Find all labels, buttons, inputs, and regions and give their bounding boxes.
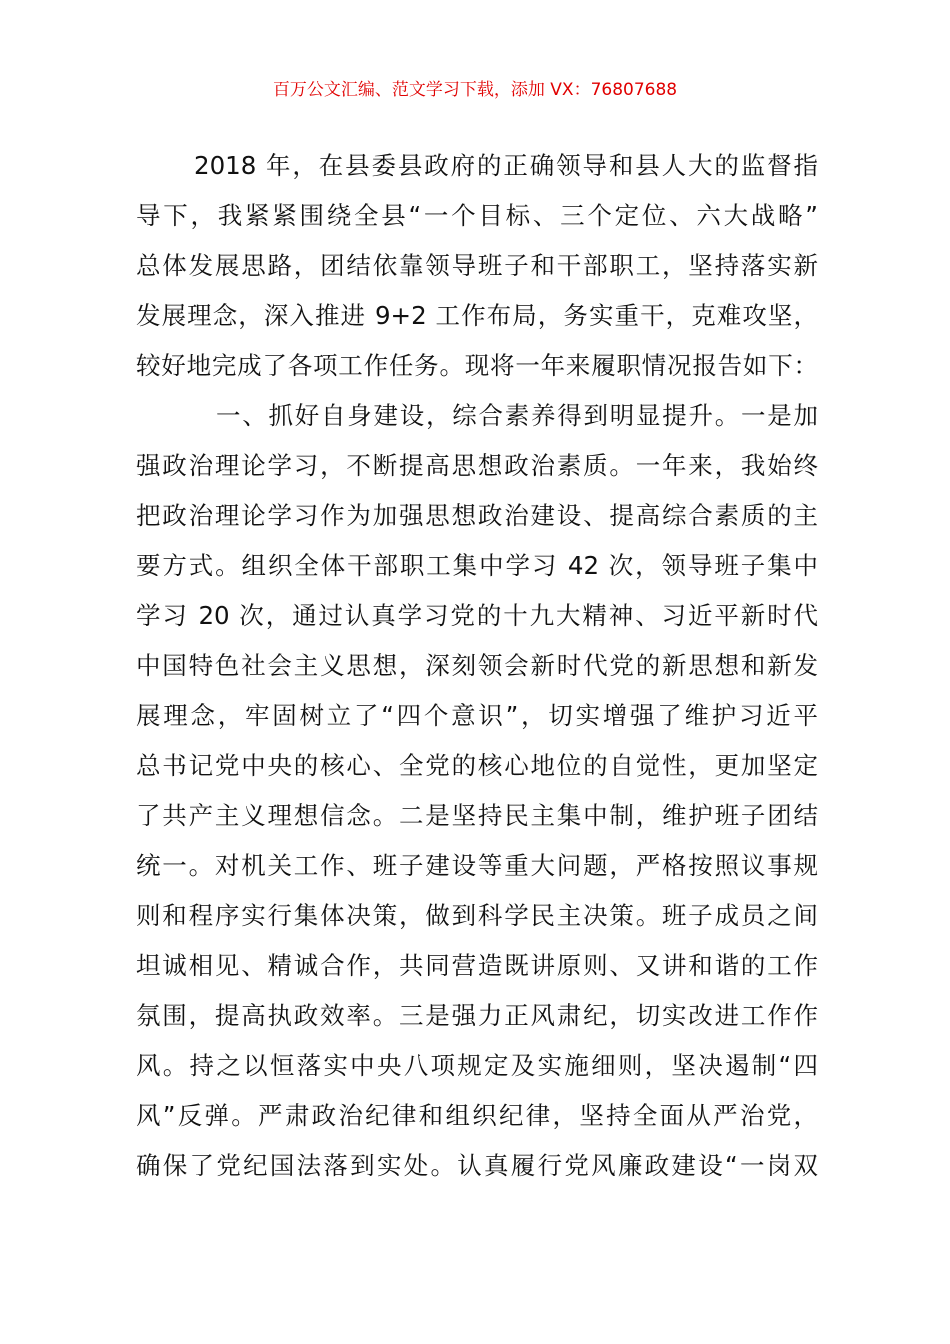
header-banner: 百万公文汇编、范文学习下载，添加 VX：76807688 [272, 80, 678, 100]
paragraph-line: 展理念，牢固树立了“四个意识”，切实增强了维护习近平 [136, 701, 818, 730]
paragraph-line: 要方式。组织全体干部职工集中学习 42 次，领导班子集中 [136, 551, 818, 580]
paragraph-line: 总体发展思路，团结依靠领导班子和干部职工，坚持落实新 [136, 251, 818, 280]
paragraph-line: 中国特色社会主义思想，深刻领会新时代党的新思想和新发 [136, 651, 818, 680]
document-body [136, 141, 818, 1191]
paragraph-line: 较好地完成了各项工作任务。现将一年来履职情况报告如下： [136, 351, 818, 380]
paragraph-line: 统一。对机关工作、班子建设等重大问题，严格按照议事规 [136, 851, 818, 880]
paragraph-line: 坦诚相见、精诚合作，共同营造既讲原则、又讲和谐的工作 [136, 951, 818, 980]
paragraph-line: 风。持之以恒落实中央八项规定及实施细则，坚决遏制“四 [136, 1051, 818, 1080]
paragraph-line: 氛围，提高执政效率。三是强力正风肃纪，切实改进工作作 [136, 1001, 818, 1030]
paragraph-line: 强政治理论学习，不断提高思想政治素质。一年来，我始终 [136, 451, 818, 480]
paragraph-line: 总书记党中央的核心、全党的核心地位的自觉性，更加坚定 [136, 751, 818, 780]
paragraph-line: 确保了党纪国法落到实处。认真履行党风廉政建设“一岗双 [136, 1151, 818, 1180]
paragraph-line: 把政治理论学习作为加强思想政治建设、提高综合素质的主 [136, 501, 818, 530]
paragraph-line: 发展理念，深入推进 9+2 工作布局，务实重干，克难攻坚， [136, 301, 818, 330]
paragraph-line: 风”反弹。严肃政治纪律和组织纪律，坚持全面从严治党， [136, 1101, 818, 1130]
paragraph-line: 则和程序实行集体决策，做到科学民主决策。班子成员之间 [136, 901, 818, 930]
paragraph-line: 了共产主义理想信念。二是坚持民主集中制，维护班子团结 [136, 801, 818, 830]
paragraph-line: 导下，我紧紧围绕全县“一个目标、三个定位、六大战略” [136, 201, 818, 230]
paragraph-line: 学习 20 次，通过认真学习党的十九大精神、习近平新时代 [136, 601, 818, 630]
paragraph-line: 一、抓好自身建设，综合素养得到明显提升。一是加 [216, 401, 818, 430]
paragraph-line: 2018 年，在县委县政府的正确领导和县人大的监督指 [194, 151, 818, 180]
